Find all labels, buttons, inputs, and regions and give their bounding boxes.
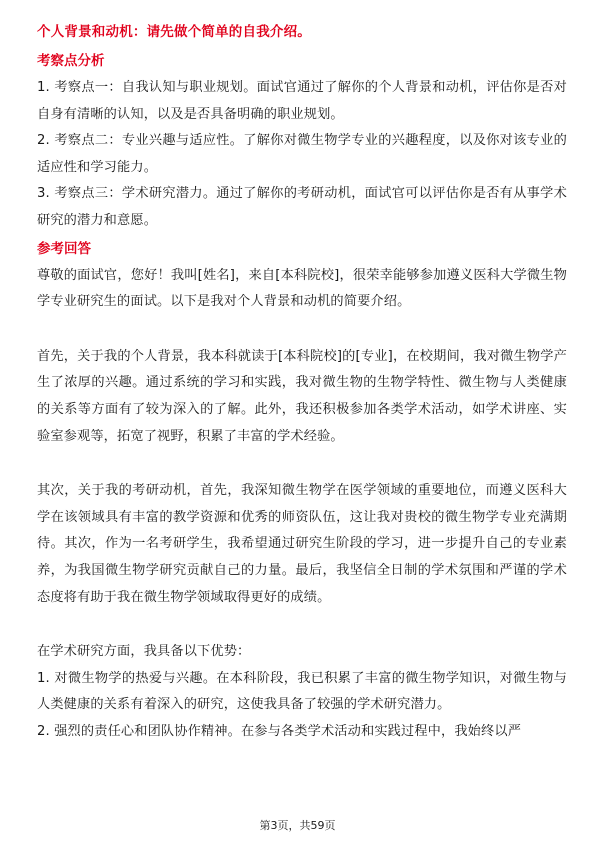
analysis-heading: 考察点分析 xyxy=(37,53,105,69)
document-content xyxy=(37,14,567,745)
answer-paragraph: 首先，关于我的个人背景，我本科就读于[本科院校]的[专业]，在校期间，我对微生物学产生了浓厚的兴趣。通过系统的学习和实践，我对微生物的生物学特性、微生物与人类健康的关系等方面有了较为深入的了解。此外，我还积极参加各类学术活动，如学术讲座、实验室参观等，拓宽了视野，积累了丰富的学术经验。 xyxy=(37,348,567,444)
analysis-point: 3. 考察点三：学术研究潜力。通过了解你的考研动机，面试官可以评估你是否有从事学术研究的潜力和意愿。 xyxy=(37,186,567,228)
advantage-item: 1. 对微生物学的热爱与兴趣。在本科阶段，我已积累了丰富的微生物学知识，对微生物与人类健康的关系有着深入的研究，这使我具备了较强的学术研究潜力。 xyxy=(37,670,567,713)
page-number: 第3页，共59页 xyxy=(259,819,336,832)
answer-heading: 参考回答 xyxy=(37,240,91,257)
question-title: 个人背景和动机：请先做个简单的自我介绍。 xyxy=(37,24,311,40)
answer-paragraph: 尊敬的面试官，您好！我叫[姓名]，来自[本科院校]，很荣幸能够参加遵义医科大学微生物学专业研究生的面试。以下是我对个人背景和动机的简要介绍。 xyxy=(37,267,567,310)
answer-paragraph: 其次，关于我的考研动机，首先，我深知微生物学在医学领域的重要地位，而遵义医科大学在该领域具有丰富的教学资源和优秀的师资队伍，这让我对贵校的微生物学专业充满期待。其次，作为一名考研学生，我希望通过研究生阶段的学习，进一步提升自己的专业素养，为我国微生物学研究贡献自己的力量。最后，我坚信全日制的学术氛围和严谨的学术态度将有助于我在微生物学领域取得更好的成绩。 xyxy=(37,483,567,605)
analysis-point: 2. 考察点二：专业兴趣与适应性。了解你对微生物学专业的兴趣程度，以及你对该专业的适应性和学习能力。 xyxy=(37,133,567,175)
advantage-item: 2. 强烈的责任心和团队协作精神。在参与各类学术活动和实践过程中，我始终以严 xyxy=(37,723,522,739)
analysis-point: 1. 考察点一：自我认知与职业规划。面试官通过了解你的个人背景和动机，评估你是否对自身有清晰的认知，以及是否具备明确的职业规划。 xyxy=(37,80,567,122)
advantages-intro: 在学术研究方面，我具备以下优势： xyxy=(37,644,251,660)
